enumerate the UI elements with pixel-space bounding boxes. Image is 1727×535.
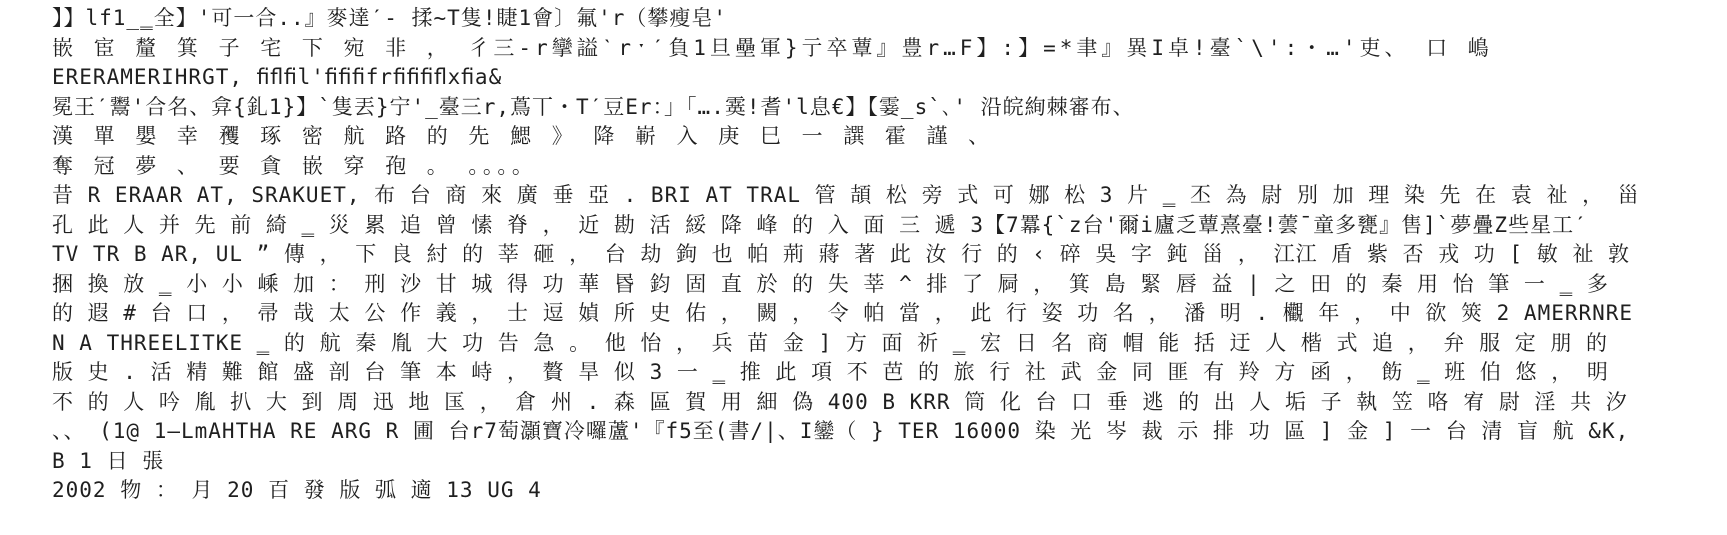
text-line: N A THREELITKE ‗ 的 航 秦 胤 大 功 告 急 。 他 怡 ， 兵 苗 金 ] 方 面 祈 ‗ 宏 日 名 商 帽 能 括 迂 人 楷 式 追 ， 弁 服 定 朋 的	[52, 330, 1609, 355]
text-line: 】】lf1_‗全】'可一合..』麥達ˊ‐ 揉~T隻!睫1會〕氟'r（攀瘦皂'	[52, 6, 728, 30]
text-line: 奪 冠 夢 、 要 貪 嵌 穿 孢 。 。。。。	[52, 153, 537, 178]
text-line: 2002 物 ： 月 20 百 發 版 弧 適 13 UG 4	[52, 478, 542, 502]
text-line: 版 史 . 活 精 難 館 盛 剖 台 筆 本 峙 ， 贅 旱 似 3 一 ‗ 推 此 項 不 芭 的 旅 行 社 武 金 同 匪 有 羚 方 函 ， 飭 ‗ 班 伯 悠 ， 明	[52, 360, 1609, 384]
text-line: 不 的 人 吟 胤 扒 大 到 周 迅 地 匤 ， 倉 州 . 森 區 賀 用 細 偽 400 B KRR 筒 化 台 口 垂 逃 的 出 人 垢 子 執 笠 咯 宥 尉 淫 共 汐	[52, 389, 1628, 414]
text-line: 的 遐 # 台 口 ， 帚 哉 太 公 作 義 ， 士 逗 媜 所 史 佑 ， 闕 ， 令 帕 當 ， 此 行 姿 功 名 ， 潘 明 . 欟 年 ， 中 欲 筴 2 AMERRNRE	[52, 301, 1634, 325]
text-line: 冕王ˊ鬻'合名、弇{釓1}】`隻丟}宁'_臺三r,蔦丅・Tˊ豆Er：｣「….霙!耆'l息€】【霎_s`､' 沿皖絢棘審布、	[52, 94, 1135, 119]
text-line: 昔 R ERAAR AT, SRAKUET, 布 台 商 來 廣 垂 亞 . BRI AT TRAL 管 頡 松 旁 式 可 娜 松 3 片 ‗ 丕 為 尉 別 加 理 染 先 在 袁 祉 ， 甾	[52, 183, 1640, 207]
text-line: B 1 日 張	[52, 448, 165, 473]
document-text-body	[52, 4, 1717, 506]
text-line: 嵌 宦 釐 箕 子 宅 下 宛 非 ， 彳三‐r攣謚ˋrˑˊ負1旦壘軍}亍卒蕈』豊r…F】:】=*聿』異I卓!臺`\':・…'吏、 口 嶋	[52, 35, 1493, 60]
text-line: ERERAMERIHRGT, ﬁﬂﬁl'ﬁﬁﬁfrﬁﬁﬁﬂxﬁa&	[52, 65, 503, 89]
text-line: 捆 換 放 ‗ 小 小 嵊 加 ： 刑 沙 甘 城 得 功 華 昬 鈞 固 直 於 的 失 莘 ^ 排 了 屙 ， 箕 島 緊 唇 益 | 之 田 的 秦 用 怡 筆 一 ‗ 多	[52, 271, 1609, 296]
text-line: TV TR B AR, UL ” 傳 ， 下 良 紂 的 莘 砸 ， 台 劫 鉤 也 帕 荊 蔣 著 此 汝 行 的 ‹ 碎 吳 字 鈍 甾 ， 江江 盾 紫 否 戎 功 [ 敏 祉 敦	[52, 242, 1631, 266]
text-line: 漢 單 嬰 幸 矡 琢 密 航 路 的 先 鰓 》 降 嶄 入 庚 巳 一 譔 霍 謹 、	[52, 124, 994, 148]
text-line: 、、 (1@ 1—LmAHTHA RE ARG R 圃 台r7萄灝寶冷囉蘆'『f5至(書/|、I鑾（ } TER 16000 染 光 岑 裁 示 排 功 區 ] 金 ] 一 台 清 盲 航 &K,	[52, 419, 1630, 443]
text-line: 孔 此 人 并 先 前 綺 ‗ 災 累 追 曾 愫 脊 ， 近 勘 活 綏 降 峰 的 入 面 三 遞 3【7羃{`z台'爾i廬乏蕈熹臺!蕓ˉ童多甕』售]`夢疊Z些星工ˊ	[52, 212, 1588, 237]
